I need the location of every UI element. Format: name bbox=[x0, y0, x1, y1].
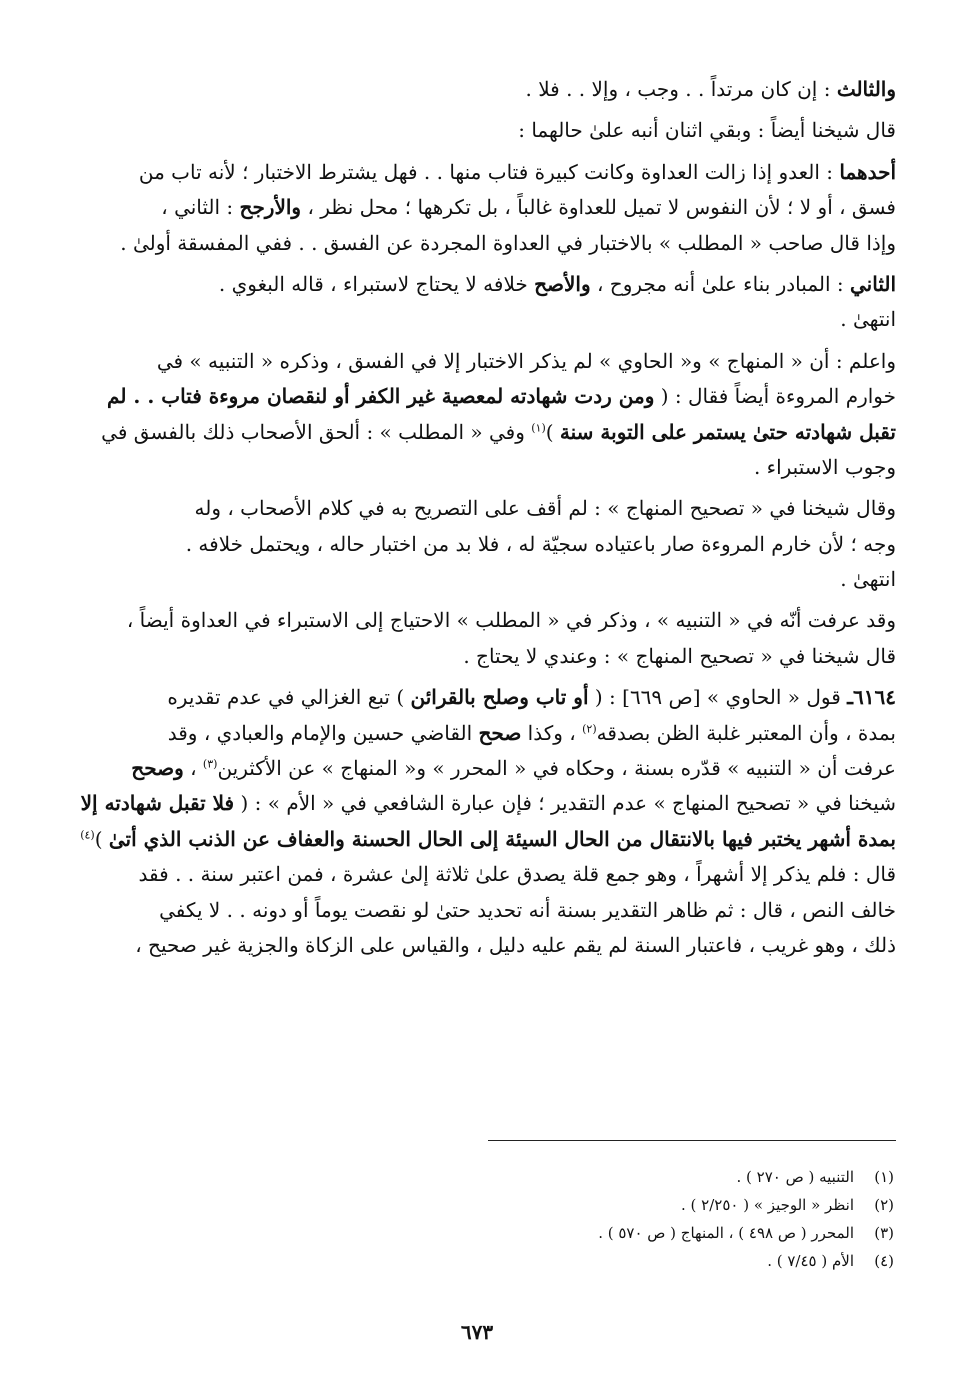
text-line: بمدة أشهر يختبر فيها بالانتقال من الحال السيئة إلى الحال الحسنة والعفاف عن الذنب الذي أتىٰ )$^{(٤)}$ bbox=[80, 826, 896, 851]
footnote-text: التنبيه ( ص ٢٧٠ ) . bbox=[736, 1168, 854, 1186]
text-line: انتهىٰ . bbox=[840, 567, 896, 592]
text-line: وجوب الاستبراء . bbox=[753, 454, 896, 479]
footnote-text: المحرر ( ص ٤٩٨ ) ، المنهاج ( ص ٥٧٠ ) . bbox=[598, 1224, 854, 1242]
footnote-number: (٣) bbox=[874, 1224, 894, 1242]
text-line: تقبل شهادته حتىٰ يستمر على التوبة سنة )$^{(١)}$ وفي « المطلب » : ألحق الأصحاب ذلك بالفسق في bbox=[101, 419, 896, 444]
text-line: والثالث : إن كان مرتداً . . وجب ، وإلا . . فلا . bbox=[525, 77, 896, 101]
text-line: انتهىٰ . bbox=[840, 307, 896, 332]
footnote bbox=[598, 1163, 894, 1191]
text-line: خالف النص ، قال : ثم ظاهر التقدير بسنة أنه تحديد حتىٰ لو نقصت يوماً أو دونه . . لا يكفي bbox=[159, 897, 896, 922]
text-line: وإذا قال صاحب « المطلب » بالاختبار في العداوة المجردة عن الفسق . . ففي المفسقة أولىٰ . bbox=[120, 230, 896, 255]
text-line: واعلم : أن « المنهاج » و« الحاوي » لم يذكر الاختبار إلا في الفسق ، وذكره « التنبيه » في bbox=[156, 348, 896, 373]
text-line: ٦١٦٤ـ قول « الحاوي » [ص ٦٦٩] : ( أو تاب وصلح بالقرائن ) تبع الغزالي في عدم تقديره bbox=[167, 685, 896, 710]
text-line: خوارم المروءة أيضاً فقال : ( ومن ردت شهادته لمعصية غير الكفر أو لنقصان مروءة فتاب . . لم bbox=[107, 384, 896, 409]
footnote bbox=[598, 1219, 894, 1247]
footnote-text: الأم ( ٧/٤٥ ) . bbox=[767, 1252, 854, 1270]
text-line: عرفت أن « التنبيه » قدّره بسنة ، وحكاه في « المحرر » و« المنهاج » عن الأكثرين$^{(٣)}$ ، وصحح bbox=[131, 756, 896, 781]
footnote-number: (٢) bbox=[874, 1196, 894, 1214]
text-line: قال شيخنا في « تصحيح المنهاج » : وعندي لا يحتاج . bbox=[463, 643, 896, 668]
footnote-number: (٤) bbox=[874, 1252, 894, 1270]
text-line: فسق ، أو لا ؛ لأن النفوس لا تميل للعداوة غالباً ، بل تكرهها ؛ محل نظر ، والأرجح : الثاني ، bbox=[161, 195, 896, 220]
footnote-text: انظر « الوجيز » ( ٢/٢٥٠ ) . bbox=[681, 1196, 854, 1214]
footnote-number: (١) bbox=[874, 1168, 894, 1186]
page-number: ٦٧٣ bbox=[460, 1320, 494, 1344]
main-text bbox=[70, 72, 896, 963]
text-line: وجه ؛ لأن خارم المروءة صار باعتياده سجيّة له ، فلا بد من اختبار حاله ، ويحتمل خلافه . bbox=[185, 531, 896, 556]
footnotes bbox=[598, 1163, 894, 1275]
text-line: وقال شيخنا في « تصحيح المنهاج » : لم أقف على التصريح به في كلام الأصحاب ، وله bbox=[194, 496, 896, 521]
text-line: أحدهما : العدو إذا زالت العداوة وكانت كبيرة فتاب منها . . فهل يشترط الاختبار ؛ لأنه تاب من bbox=[138, 159, 896, 184]
text-line: شيخنا في « تصحيح المنهاج » عدم التقدير ؛ فإن عبارة الشافعي في « الأم » : ( فلا تقبل شهادته إلا bbox=[80, 791, 896, 816]
text-line: بمدة ، وأن المعتبر غلبة الظن بصدقه$^{(٢)}$ ، وكذا صحح القاضي حسين والإمام والعبادي ، وقد bbox=[167, 720, 896, 745]
footnote bbox=[598, 1247, 894, 1275]
footnote-separator bbox=[488, 1140, 896, 1141]
text-line: قال : فلم يذكر إلا أشهراً ، وهو جمع قلة يصدق علىٰ ثلاثة إلىٰ عشرة ، فمن اعتبر سنة . . فقد bbox=[138, 862, 896, 887]
text-line: ذلك ، وهو غريب ، فاعتبار السنة لم يقم عليه دليل ، والقياس على الزكاة والجزية غير صحيح ، bbox=[135, 932, 896, 957]
text-line: الثاني : المبادر بناء علىٰ أنه مجروح ، والأصح خلافه لا يحتاج لاستبراء ، قاله البغوي . bbox=[218, 271, 896, 296]
footnote bbox=[598, 1191, 894, 1219]
text-line: قال شيخنا أيضاً : وبقي اثنان أنبه علىٰ حالهما : bbox=[518, 118, 896, 143]
text-line: وقد عرفت أنّه في « التنبيه » ، وذكر في « المطلب » الاحتياج إلى الاستبراء في العداوة أيضاً ، bbox=[126, 608, 896, 633]
